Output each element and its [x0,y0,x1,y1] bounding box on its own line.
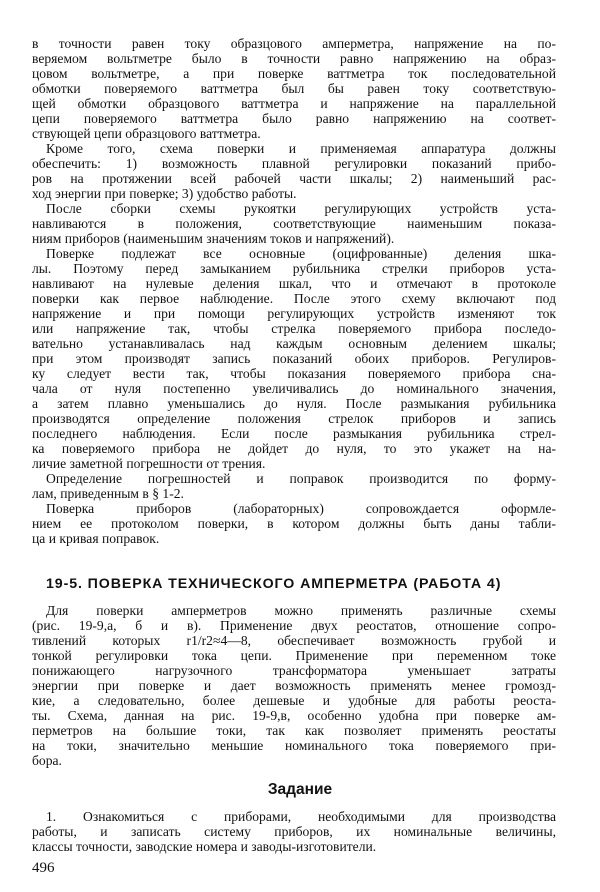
text-line: перметров на большие токи, так как позволяет применять реостаты [32,723,556,738]
text-block-ammeter-testing [32,603,556,768]
text-line: последнего наблюдения. Если после размыкания рубильника стрел- [32,426,556,441]
text-line: ров на протяжении всей рабочей части шкалы; 2) наименьший рас- [32,171,556,186]
text-line: цовом вольтметре, а при поверке ваттметра ток последовательной [32,66,556,81]
text-line: работы, и записать систему приборов, их номинальные величины, [32,824,556,839]
text-line: обмотки поверяемого ваттметра был бы равен току соответствую- [32,81,556,96]
text-line: кие, а следовательно, более дешевые и удобные для работы реоста- [32,693,556,708]
text-line: 1. Ознакомиться с приборами, необходимыми для производства [46,809,556,824]
text-line: тонкой регулировки тока цепи. Применение при переменном токе [32,648,556,663]
text-line: при этом производят запись показаний обоих приборов. Регулиров- [32,351,556,366]
text-line: ствующей цепи образцового ваттметра. [32,126,261,141]
text-line: навливают на нулевые деления шкал, что и отмечают в протоколе [32,276,556,291]
text-line: навливаются в положения, соответствующие наименьшим показа- [32,216,556,231]
text-line: ка поверяемого прибора не дойдет до нуля, то это укажет на на- [32,441,556,456]
text-line: лы. Поэтому перед замыканием рубильника стрелки приборов уста- [32,261,556,276]
text-line: производятся определение положения стрелок приборов и запись [32,411,556,426]
text-line: напряжение и при помощи регулирующих устройств изменяют ток [32,306,556,321]
text-line: ход энергии при поверке; 3) удобство работы. [32,186,297,201]
text-block-task [32,809,556,854]
text-line: тивлений которых r1/r2≈4—8, обеспечивает возможность грубой и [32,633,556,648]
text-line: в точности равен току образцового амперметра, напряжение на по- [32,36,556,51]
text-line: ты. Схема, данная на рис. 19-9,в, особенно удобна при поверке ам- [32,708,556,723]
text-line: (рис. 19-9,а, б и в). Применение двух реостатов, отношение сопро- [32,618,556,633]
text-line: поверки как первое наблюдение. После этого схему включают под [32,291,556,306]
text-line: Для поверки амперметров можно применять различные схемы [46,603,556,618]
section-heading: 19-5. ПОВЕРКА ТЕХНИЧЕСКОГО АМПЕРМЕТРА (РАБОТА 4) [46,576,502,592]
text-line: вательно устанавливалась над каждым основным делением шкалы; [32,336,556,351]
text-line: чала от нуля постепенно увеличивались до номинального значения, [32,381,556,396]
text-line: ца и кривая поправок. [32,531,160,546]
text-block-methodology [32,36,556,546]
text-line: Поверке подлежат все основные (оцифрованные) деления шка- [46,246,556,261]
text-line: понижающего нагрузочного трансформатора уменьшает затраты [32,663,556,678]
text-line: энергии при поверке и дает возможность применять менее громозд- [32,678,556,693]
text-line: личие заметной погрешности от трения. [32,456,266,471]
task-heading: Задание [267,781,333,798]
text-line: обеспечить: 1) возможность плавной регулировки показаний прибо- [32,156,556,171]
text-line: веряемом вольтметре было в точности равно напряжению на образ- [32,51,556,66]
text-line: Кроме того, схема поверки и применяемая аппаратура должны [46,141,556,156]
text-line: на токи, значительно меньшие номинального тока поверяемого при- [32,738,556,753]
text-line: цепи поверяемого ваттметра было равно напряжению на соответ- [32,111,556,126]
text-line: ниям приборов (наименьшим значениям токов и напряжений). [32,231,395,246]
text-line: или напряжение так, чтобы стрелка поверяемого прибора последо- [32,321,556,336]
text-line: После сборки схемы рукоятки регулирующих устройств уста- [46,201,556,216]
text-line: классы точности, заводские номера и заводы-изготовители. [32,839,377,854]
text-line: нием ее протоколом поверки, в котором должны быть даны табли- [32,516,556,531]
text-line: щей обмотки образцового ваттметра и напряжение на параллельной [32,96,556,111]
text-line: а затем плавно уменьшались до нуля. После размыкания рубильника [32,396,556,411]
text-line: Поверка приборов (лабораторных) сопровождается оформле- [46,501,556,516]
page-number: 496 [32,860,55,876]
text-line: ку следует вести так, чтобы показания поверяемого прибора сна- [32,366,556,381]
text-line: лам, приведенным в § 1-2. [32,486,184,501]
text-line: бора. [32,753,62,768]
text-line: Определение погрешностей и поправок производится по форму- [46,471,556,486]
